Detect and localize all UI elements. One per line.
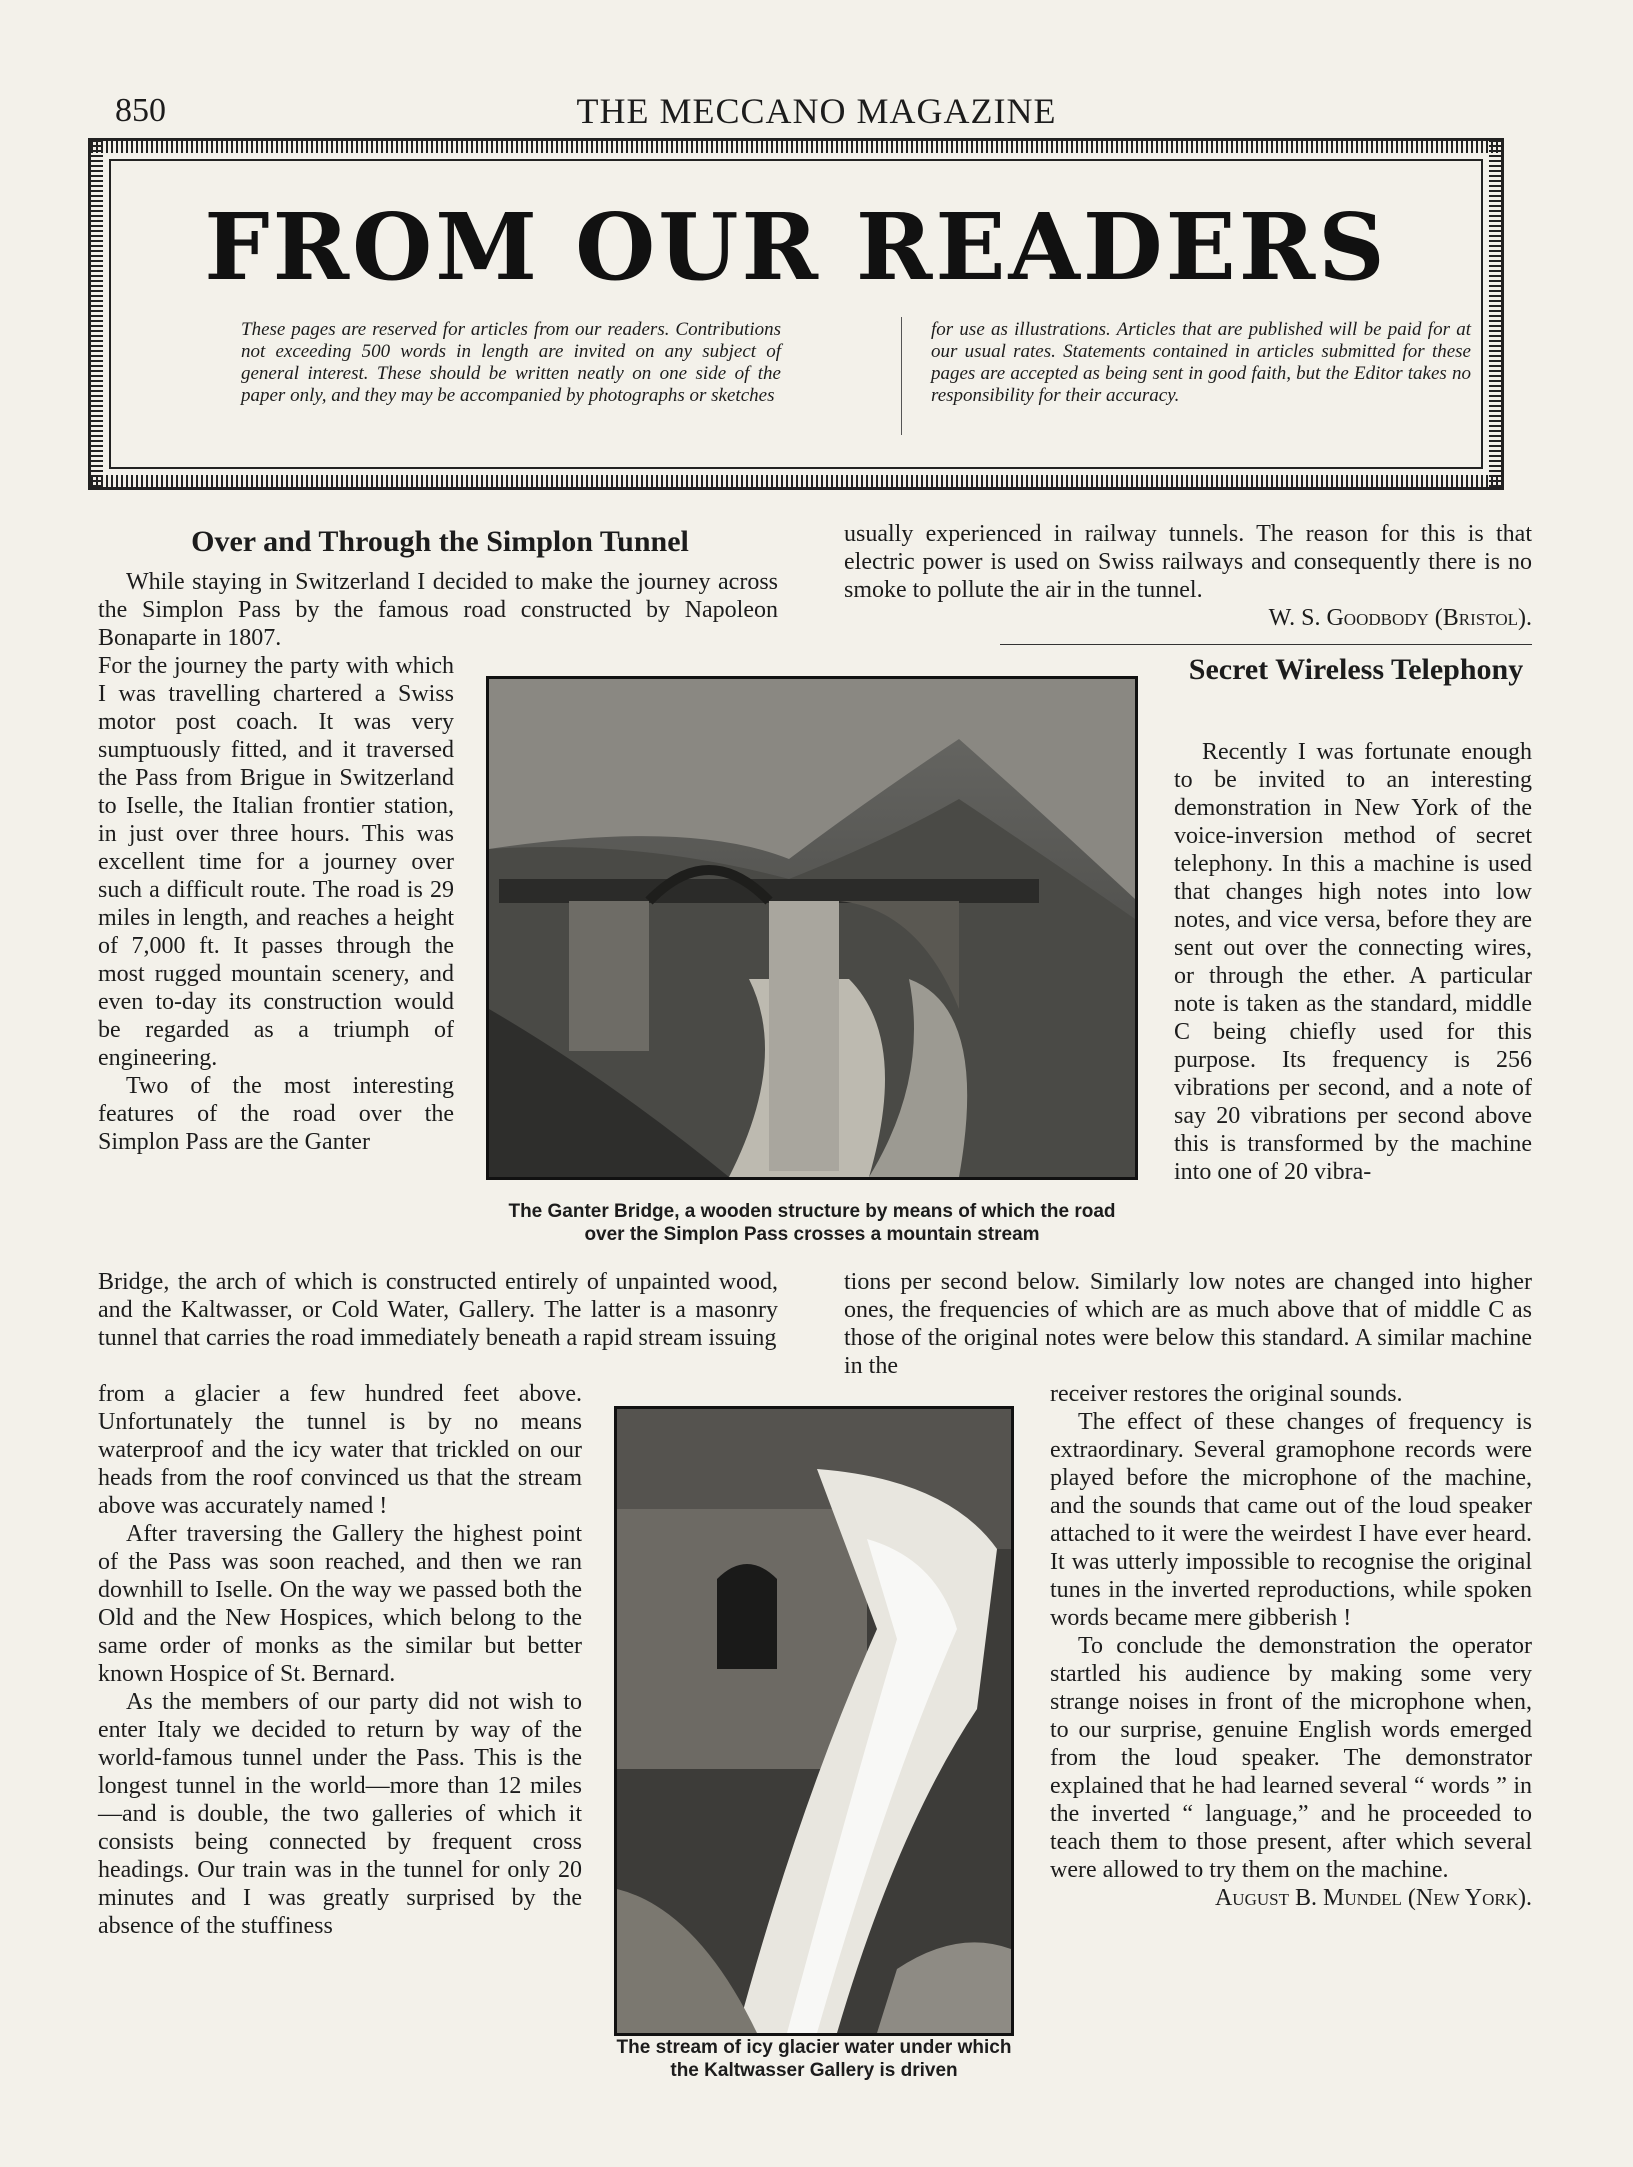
article1-signature: W. S. Goodbody (Bristol).: [1268, 605, 1532, 631]
banner-note-left: These pages are reserved for articles from our readers. Contributions not exceeding 500 words in length are invited on any subject of general interest. These should be written neatly on one side of the paper only, and they may be accompanied by photographs or sketches: [241, 319, 781, 406]
article2-signature: August B. Mundel (New York).: [1214, 1885, 1532, 1911]
banner-border-bottom: [91, 475, 1501, 487]
article1-para2-full: [98, 1268, 778, 1352]
page-number: 850: [115, 92, 166, 129]
ganter-bridge-photo: [486, 676, 1138, 1180]
running-title: THE MECCANO MAGAZINE: [576, 91, 1057, 131]
article2-text: Recently I was fortunate enough to be invited to an interesting demonstration in New York of the voice-inversion method of secret telephony. In this a machine is used that changes high notes into low notes, and vice versa, before they are sent out over the connecting wires, or through the ether. A particular note is taken as the standard, middle C being chiefly used for this purpose. Its frequency is 256 vibrations per second, and a note of say 20 vibrations per second above this is transformed by the machine into one of 20 vibra-: [1174, 739, 1532, 1185]
article1-continuation: [844, 520, 1532, 632]
article1-text: While staying in Switzerland I decided to make the journey across the Simplon Pass by the famous road constructed by Napoleon Bonaparte in 1807.: [98, 569, 778, 651]
kaltwasser-photo: [614, 1406, 1014, 2036]
banner-border-top: [91, 141, 1501, 153]
section-banner: [88, 138, 1504, 490]
article1-text: usually experienced in railway tunnels. The reason for this is that electric power is used on Swiss railways and consequently there is no smoke to pollute the air in the tunnel.: [844, 521, 1532, 603]
article-title-simplon: Over and Through the Simplon Tunnel: [191, 525, 689, 558]
article2-lower-block: [1050, 1380, 1532, 1912]
article1-text: For the journey the party with which I was travelling chartered a Swiss motor post coach. It was very sumptuously fitted, and it traversed the Pass from Brigue in Switzerland to Iselle, the Italian frontier station, in just over three hours. This was excellent time for a journey over such a difficult route. The road is 29 miles in length, and reaches a height of 7,000 ft. It passes through the most rugged mountain scenery, and even to-day its construction would be regarded as a triumph of engineering.: [98, 653, 454, 1071]
article1-narrow-block: [98, 652, 454, 1156]
article1-text: Two of the most interesting features of the road over the Simplon Pass are the Ganter: [98, 1073, 454, 1155]
article2-text: receiver restores the original sounds.: [1050, 1381, 1403, 1407]
kaltwasser-caption: The stream of icy glacier water under which the Kaltwasser Gallery is driven: [616, 2037, 1012, 2081]
ganter-bridge-illustration: [489, 679, 1135, 1177]
article1-text: After traversing the Gallery the highest point of the Pass was soon reached, and then we ran downhill to Iselle. On the way we passed both the Old and the New Hospices, which belong to the same order of monks as the similar but better known Hospice of St. Bernard.: [98, 1521, 582, 1687]
article2-text: The effect of these changes of frequency is extraordinary. Several gramophone records were played before the microphone of the machine, and the sounds that came out of the loud speaker attached to it were the weirdest I have ever heard. It was utterly impossible to recognise the original tunes in the inverted reproductions, while spoken words became mere gibberish !: [1050, 1409, 1532, 1631]
kaltwasser-illustration: [617, 1409, 1011, 2033]
article2-narrow-block: [1174, 738, 1532, 1186]
ganter-bridge-caption: The Ganter Bridge, a wooden structure by means of which the road over the Simplon Pass crosses a mountain stream: [508, 1201, 1116, 1245]
section-title: FROM OUR READERS: [204, 193, 1388, 301]
article2-text: tions per second below. Similarly low notes are changed into higher ones, the frequencies of which are as much above that of middle C as those of the original notes were below this standard. A similar machine in the: [844, 1269, 1532, 1379]
article-title-wireless: Secret Wireless Telephony: [1188, 653, 1524, 686]
article1-text: from a glacier a few hundred feet above. Unfortunately the tunnel is by no means waterproof and the icy water that trickled on our heads from the roof convinced us that the stream above was accurately named !: [98, 1381, 582, 1519]
article1-text: Bridge, the arch of which is constructed entirely of unpainted wood, and the Kaltwasser, or Cold Water, Gallery. The latter is a masonry tunnel that carries the road immediately beneath a rapid stream issuing: [98, 1269, 778, 1351]
banner-note-divider: [901, 317, 902, 435]
article2-full-block: [844, 1268, 1532, 1380]
article1-lower-block: [98, 1380, 582, 1940]
article1-para1-full: [98, 568, 778, 652]
banner-note-right: for use as illustrations. Articles that are published will be paid for at our usual rates. Statements contained in articles submitted for these pages are accepted as being sent in good faith, but the Editor takes no responsibility for their accuracy.: [931, 319, 1471, 406]
article-divider-rule: [1000, 644, 1532, 645]
article2-text: To conclude the demonstration the operator startled his audience by making some very strange noises in front of the microphone when, to our surprise, genuine English words emerged from the loud speaker. The demonstrator explained that he had learned several “ words ” in the inverted “ language,” and he proceeded to teach them to those present, after which several were allowed to try them on the machine.: [1050, 1633, 1532, 1883]
article1-text: As the members of our party did not wish to enter Italy we decided to return by way of the world-famous tunnel under the Pass. This is the longest tunnel in the world—more than 12 miles—and is double, the two galleries of which it consists being connected by frequent cross headings. Our train was in the tunnel for only 20 minutes and I was greatly surprised by the absence of the stuffiness: [98, 1689, 582, 1939]
